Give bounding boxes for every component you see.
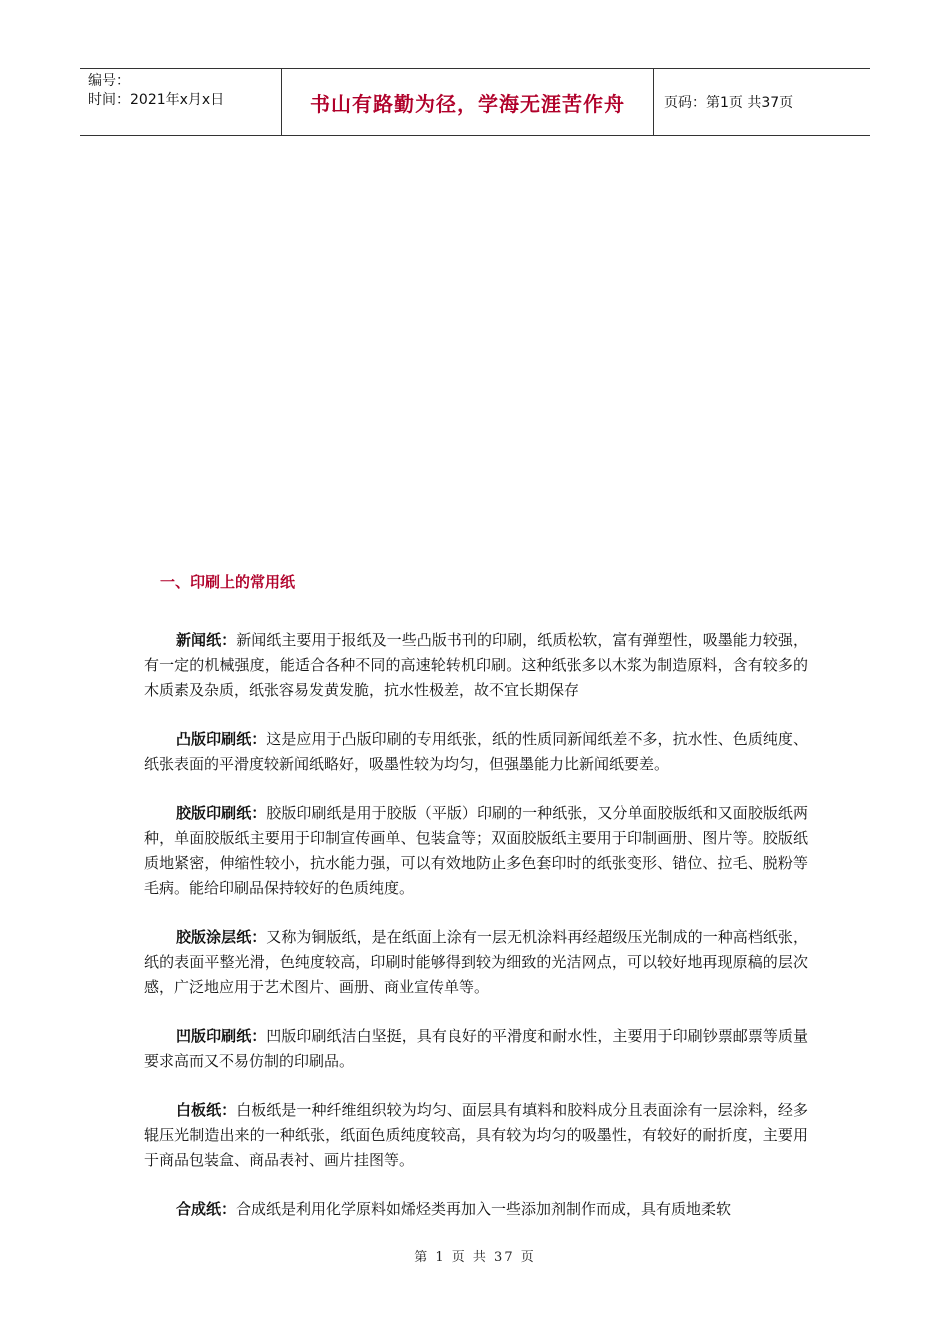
section-title: 一、印刷上的常用纸 bbox=[160, 573, 296, 591]
paragraph-letterpress-paper bbox=[144, 727, 808, 777]
paragraph-text: 新闻纸主要用于报纸及一些凸版书刊的印刷，纸质松软，富有弹塑性，吸墨能力较强，有一定的机械强度，能适合各种不同的高速轮转机印刷。这种纸张多以木浆为制造原料，含有较多的木质素及杂质，纸张容易发黄发脆，抗水性极差，故不宜长期保存 bbox=[144, 631, 808, 699]
paragraph-newsprint bbox=[144, 628, 808, 703]
paragraph-offset-paper bbox=[144, 801, 808, 901]
paragraph-whiteboard-paper bbox=[144, 1098, 808, 1173]
paragraph-text: 白板纸是一种纤维组织较为均匀、面层具有填料和胶料成分且表面涂有一层涂料，经多辊压光制造出来的一种纸张，纸面色质纯度较高，具有较为均匀的吸墨性，有较好的耐折度，主要用于商品包装盒、商品表衬、画片挂图等。 bbox=[144, 1101, 808, 1169]
term-label: 白板纸： bbox=[176, 1101, 237, 1119]
term-label: 凹版印刷纸： bbox=[176, 1027, 267, 1045]
document-body bbox=[144, 570, 808, 1246]
paragraph-synthetic-paper bbox=[144, 1197, 808, 1222]
paragraph-gravure-paper bbox=[144, 1024, 808, 1074]
page-footer: 第 1 页 共 37 页 bbox=[414, 1250, 536, 1265]
term-label: 胶版涂层纸： bbox=[176, 928, 267, 946]
paragraph-text: 合成纸是利用化学原料如烯烃类再加入一些添加剂制作而成，具有质地柔软 bbox=[236, 1200, 732, 1218]
date-label: 时间：2021年x月x日 bbox=[88, 92, 225, 108]
paragraph-coated-paper bbox=[144, 925, 808, 1000]
header-page-info: 页码：第1页 共37页 bbox=[664, 95, 794, 111]
paragraph-text: 凹版印刷纸洁白坚挺，具有良好的平滑度和耐水性，主要用于印刷钞票邮票等质量要求高而又不易仿制的印刷品。 bbox=[144, 1027, 808, 1070]
paragraph-text: 又称为铜版纸，是在纸面上涂有一层无机涂料再经超级压光制成的一种高档纸张，纸的表面平整光滑，色纯度较高，印刷时能够得到较为细致的光洁网点，可以较好地再现原稿的层次感，广泛地应用于艺术图片、画册、商业宣传单等。 bbox=[144, 928, 808, 996]
term-label: 凸版印刷纸： bbox=[176, 730, 267, 748]
header-meta bbox=[80, 69, 282, 135]
term-label: 新闻纸： bbox=[176, 631, 237, 649]
number-label: 编号： bbox=[88, 73, 130, 89]
header-motto: 书山有路勤为径，学海无涯苦作舟 bbox=[282, 69, 654, 135]
paragraph-text: 胶版印刷纸是用于胶版（平版）印刷的一种纸张，又分单面胶版纸和又面胶版纸两种，单面胶版纸主要用于印制宣传画单、包装盒等；双面胶版纸主要用于印制画册、图片等。胶版纸质地紧密，伸缩性较小，抗水能力强，可以有效地防止多色套印时的纸张变形、错位、拉毛、脱粉等毛病。能给印刷品保持较好的色质纯度。 bbox=[144, 804, 808, 897]
term-label: 胶版印刷纸： bbox=[176, 804, 267, 822]
page-header bbox=[80, 68, 870, 136]
paragraph-text: 这是应用于凸版印刷的专用纸张，纸的性质同新闻纸差不多，抗水性、色质纯度、纸张表面的平滑度较新闻纸略好，吸墨性较为均匀，但强墨能力比新闻纸要差。 bbox=[144, 730, 808, 773]
term-label: 合成纸： bbox=[176, 1200, 237, 1218]
